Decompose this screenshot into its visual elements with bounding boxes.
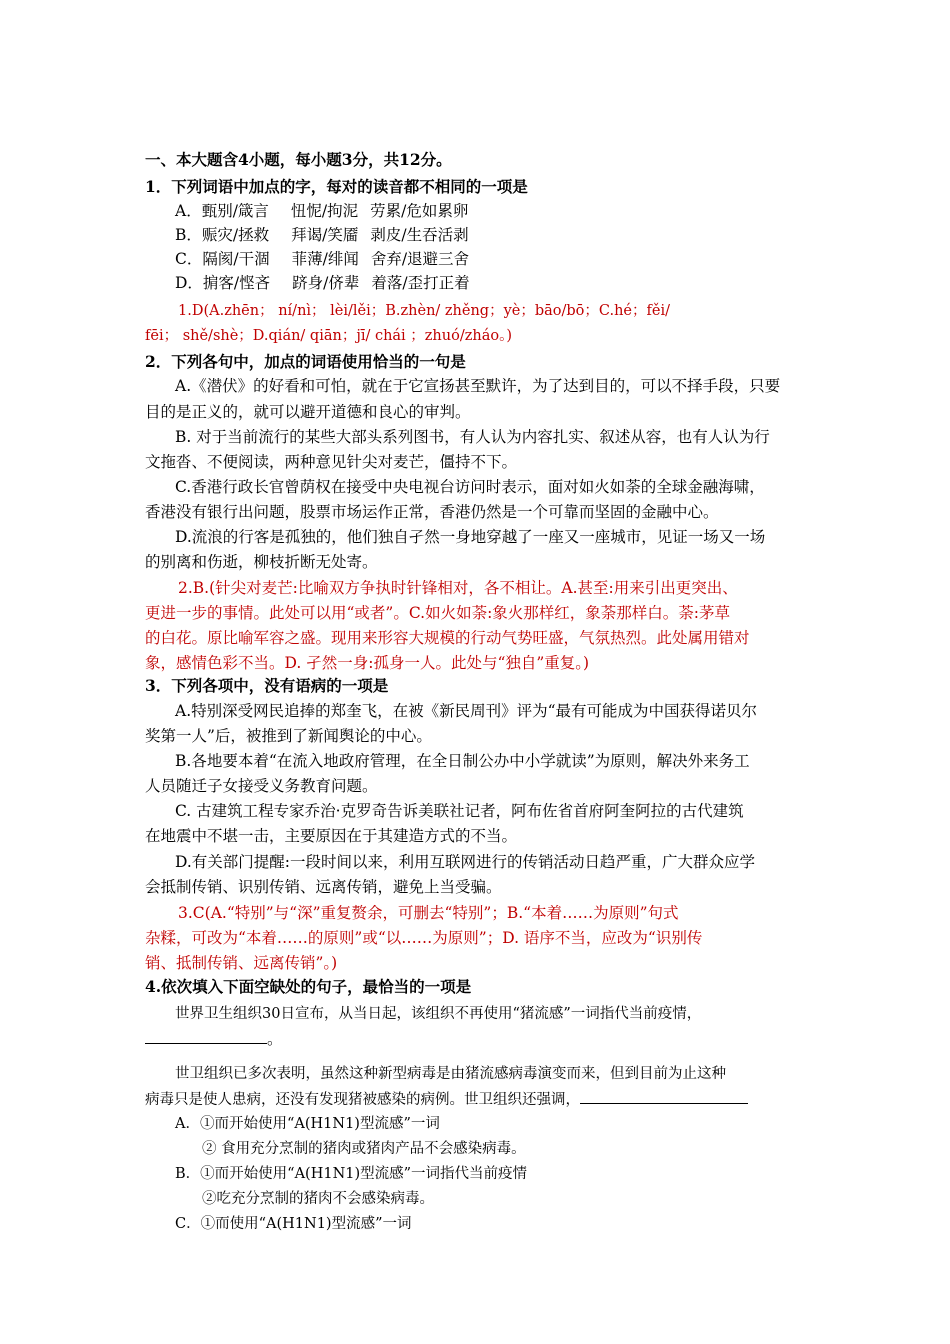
q2-answer-line-2: 更进一步的事情。此处可以用“或者”。C.如火如荼:象火那样红，象荼那样白。荼:茅草: [145, 604, 731, 622]
q4-option-c: C．①而使用“A(H1N1)型流感”一词: [175, 1216, 412, 1232]
fill-blank-2[interactable]: [580, 1087, 748, 1104]
q3-option-c-cont: 在地震中不堪一击，主要原因在于其建造方式的不当。: [145, 827, 518, 845]
q1-answer-line-1: 1.D(A.zhēn； ní/nì； lèi/lěi；B.zhèn/ zhěng；yè；bāo/bō；C.hé；fěi/: [178, 303, 670, 319]
q2-option-b: B. 对于当前流行的某些大部头系列图书，有人认为内容扎实、叙述从容，也有人认为行: [175, 428, 770, 446]
q3-answer-line-2: 杂糅，可改为“本着……的原则”或“以……为原则”；D. 语序不当，应改为“识别传: [145, 929, 703, 947]
q4-passage-1: 世界卫生组织30日宣布，从当日起，该组织不再使用“猪流感”一词指代当前疫情，: [175, 1006, 702, 1022]
fill-blank-1[interactable]: [145, 1027, 267, 1044]
question-2-stem: 2．下列各句中，加点的词语使用恰当的一句是: [145, 352, 466, 371]
q2-option-a: A.《潜伏》的好看和可怕，就在于它宣扬甚至默许，为了达到目的，可以不择手段，只要: [175, 377, 781, 395]
q3-option-b-cont: 人员随迁子女接受义务教育问题。: [145, 777, 378, 795]
q1-option-d: D．掮客/悭吝 跻身/侪辈 着落/歪打正着: [175, 274, 470, 292]
q2-option-b-cont: 文拖沓、不便阅读，两种意见针尖对麦芒，僵持不下。: [145, 453, 518, 471]
question-4-stem: 4.依次填入下面空缺处的句子，最恰当的一项是: [145, 977, 472, 996]
q3-answer-line-3: 销、抵制传销、远离传销”。): [145, 954, 338, 972]
q4-passage-2: 世卫组织已多次表明，虽然这种新型病毒是由猪流感病毒演变而来，但到目前为止这种: [175, 1066, 726, 1082]
q1-option-b: B．赈灾/拯救 拜谒/笑靥 剥皮/生吞活剥: [175, 226, 469, 244]
question-1-stem: 1．下列词语中加点的字，每对的读音都不相同的一项是: [145, 177, 528, 196]
q4-option-a: A．①而开始使用“A(H1N1)型流感”一词: [175, 1116, 440, 1132]
q1-option-a: A．甄别/箴言 忸怩/拘泥 劳累/危如累卵: [175, 202, 469, 220]
question-3-stem: 3．下列各项中，没有语病的一项是: [145, 676, 389, 695]
q2-option-c: C.香港行政长官曾荫权在接受中央电视台访问时表示，面对如火如荼的全球金融海啸，: [175, 478, 765, 496]
q4-passage-1-blank-line: 。: [145, 1027, 283, 1051]
q3-option-a-cont: 奖第一人”后，被推到了新闻舆论的中心。: [145, 727, 432, 745]
q2-option-d: D.流浪的行客是孤独的，他们独自孑然一身地穿越了一座又一座城市，见证一场又一场: [175, 528, 766, 546]
q1-answer-line-2: fēi； shě/shè；D.qián/ qiān；jī/ chái ；zhuó/zháo。): [145, 328, 512, 344]
q3-option-d: D.有关部门提醒:一段时间以来，利用互联网进行的传销活动日趋严重，广大群众应学: [175, 853, 756, 871]
q2-option-a-cont: 目的是正义的，就可以避开道德和良心的审判。: [145, 403, 471, 421]
q3-option-a: A.特别深受网民追捧的郑奎飞，在被《新民周刊》评为“最有可能成为中国获得诺贝尔: [175, 702, 758, 720]
q4-option-a-2: ② 食用充分烹制的猪肉或猪肉产品不会感染病毒。: [202, 1141, 526, 1157]
q3-answer-line-1: 3.C(A.“特别”与“深”重复赘余，可删去“特别”；B.“本着……为原则”句式: [178, 904, 679, 922]
q2-answer-line-1: 2.B.(针尖对麦芒:比喻双方争执时针锋相对，各不相让。A.甚至:用来引出更突出、: [178, 579, 738, 597]
q4-passage-2-cont: 病毒只是使人患病，还没有发现猪被感染的病例。世卫组织还强调，: [145, 1087, 748, 1111]
section-title: 一、本大题含4小题，每小题3分，共12分。: [145, 150, 452, 169]
q1-option-c: C．隔阂/干涸 菲薄/绯闻 舍弃/退避三舍: [175, 250, 470, 268]
q4-option-b: B．①而开始使用“A(H1N1)型流感”一词指代当前疫情: [175, 1166, 528, 1182]
q3-option-d-cont: 会抵制传销、识别传销、远离传销，避免上当受骗。: [145, 878, 502, 896]
q3-option-b: B.各地要本着“在流入地政府管理，在全日制公办中小学就读”为原则，解决外来务工: [175, 752, 750, 770]
q4-option-b-2: ②吃充分烹制的猪肉不会感染病毒。: [202, 1191, 434, 1207]
q2-answer-line-4: 象，感情色彩不当。D. 孑然一身:孤身一人。此处与“独自”重复。): [145, 654, 590, 672]
q2-option-d-cont: 的别离和伤逝，柳枝折断无处寄。: [145, 553, 378, 571]
q2-answer-line-3: 的白花。原比喻军容之盛。现用来形容大规模的行动气势旺盛，气氛热烈。此处属用错对: [145, 629, 750, 647]
q3-option-c: C. 古建筑工程专家乔治·克罗奇告诉美联社记者，阿布佐省首府阿奎阿拉的古代建筑: [175, 802, 744, 820]
q2-option-c-cont: 香港没有银行出问题，股票市场运作正常，香港仍然是一个可靠而坚固的金融中心。: [145, 503, 719, 521]
